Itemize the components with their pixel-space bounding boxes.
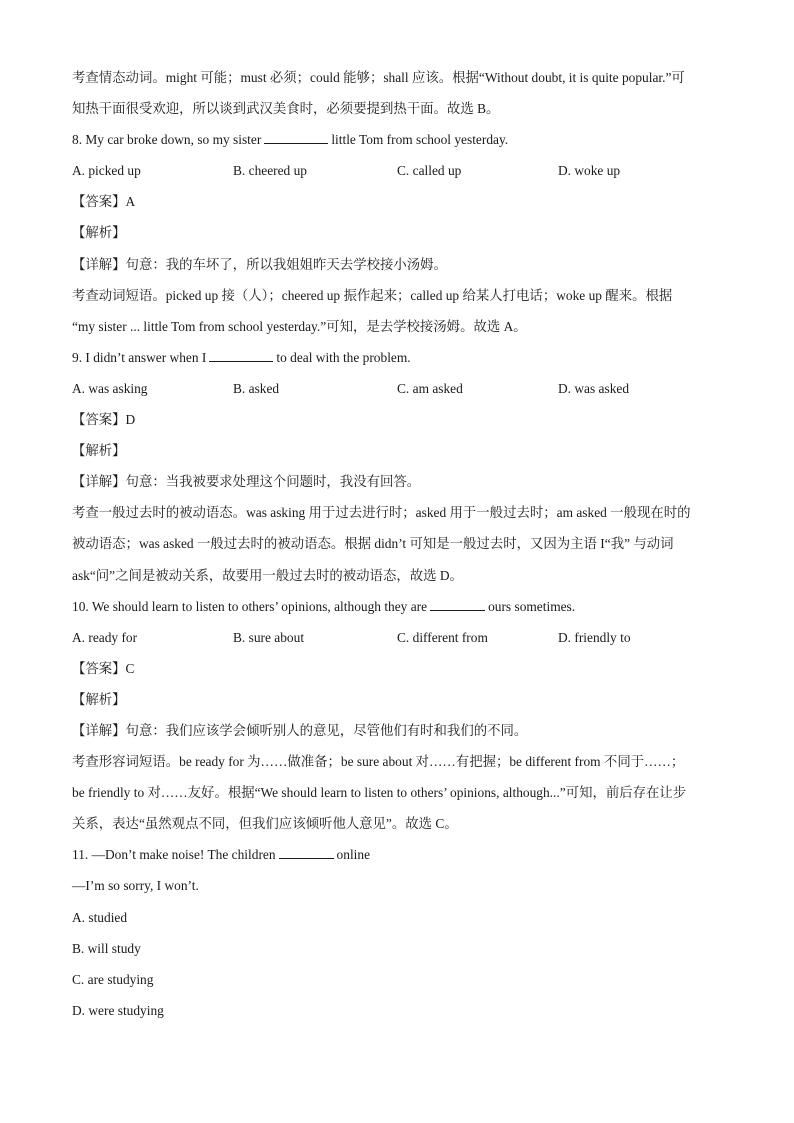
question-8-stem bbox=[72, 124, 722, 155]
question-11-stem-part-1: 11. —Don’t make noise! The children bbox=[72, 847, 276, 863]
question-11-reply: —I’m so sorry, I won’t. bbox=[72, 878, 199, 894]
question-10-stem-part-2: ours sometimes. bbox=[488, 598, 576, 614]
question-9-analysis-label: 【解析】 bbox=[72, 443, 126, 459]
option-c: C. are studying bbox=[72, 971, 154, 987]
question-8-stem-part-1: 8. My car broke down, so my sister bbox=[72, 132, 262, 148]
answer-blank bbox=[264, 131, 328, 144]
question-10-explanation-2: be friendly to 对……友好。根据“We should learn to listen to others’ opinions, although...”可知，前后存在让步 bbox=[72, 785, 687, 801]
question-11-stem-part-2: online bbox=[336, 847, 371, 863]
question-9-explanation-1: 考查一般过去时的被动语态。was asking 用于过去进行时；asked 用于一般过去时；am asked 一般现在时的 bbox=[72, 505, 691, 521]
option-a: A. studied bbox=[72, 909, 128, 925]
option-c: C. different from bbox=[397, 629, 488, 645]
option-b: B. sure about bbox=[233, 629, 305, 645]
question-8-stem-part-2: little Tom from school yesterday. bbox=[331, 132, 509, 148]
option-c: C. called up bbox=[397, 163, 462, 179]
question-11-stem bbox=[72, 839, 722, 870]
question-8-answer: 【答案】A bbox=[72, 194, 136, 210]
question-9-stem-part-2: to deal with the problem. bbox=[276, 349, 411, 365]
question-10-stem-part-1: 10. We should learn to listen to others’ opinions, although they are bbox=[72, 598, 428, 614]
question-9-answer: 【答案】D bbox=[72, 412, 136, 428]
option-d: D. woke up bbox=[558, 163, 621, 179]
question-8-analysis-label: 【解析】 bbox=[72, 225, 126, 241]
question-10-analysis-label: 【解析】 bbox=[72, 691, 126, 707]
option-a: A. ready for bbox=[72, 629, 138, 645]
question-9-detail: 【详解】句意：当我被要求处理这个问题时，我没有回答。 bbox=[72, 474, 421, 490]
answer-blank bbox=[209, 349, 273, 362]
option-b: B. will study bbox=[72, 940, 141, 956]
option-c: C. am asked bbox=[397, 380, 463, 396]
question-9-options bbox=[72, 373, 722, 404]
question-10-stem bbox=[72, 591, 722, 622]
question-8-explanation-1: 考查动词短语。picked up 接（人）；cheered up 振作起来；called up 给某人打电话；woke up 醒来。根据 bbox=[72, 287, 673, 303]
question-9-stem bbox=[72, 342, 722, 373]
question-8-options bbox=[72, 155, 722, 186]
document-page bbox=[72, 62, 722, 1026]
question-9-explanation-2: 被动语态；was asked 一般过去时的被动语态。根据 didn’t 可知是一般过去时，又因为主语 I“我” 与动词 bbox=[72, 536, 674, 552]
option-d: D. was asked bbox=[558, 380, 630, 396]
question-10-explanation-3: 关系，表达“虽然观点不同，但我们应该倾听他人意见”。故选 C。 bbox=[72, 816, 458, 832]
intro-line-1: 考查情态动词。might 可能；must 必须；could 能够；shall 应该。根据“Without doubt, it is quite popular.”可 bbox=[72, 70, 685, 85]
intro-line-2: 知热干面很受欢迎，所以谈到武汉美食时，必须要提到热干面。故选 B。 bbox=[72, 101, 500, 117]
option-d: D. were studying bbox=[72, 1002, 164, 1018]
option-a: A. was asking bbox=[72, 380, 148, 396]
question-8-explanation-2: “my sister ... little Tom from school yesterday.”可知，是去学校接汤姆。故选 A。 bbox=[72, 318, 527, 334]
question-10-detail: 【详解】句意：我们应该学会倾听别人的意见，尽管他们有时和我们的不同。 bbox=[72, 722, 528, 738]
option-b: B. asked bbox=[233, 380, 280, 396]
question-10-answer: 【答案】C bbox=[72, 660, 135, 676]
answer-blank bbox=[430, 598, 485, 611]
question-8-detail: 【详解】句意：我的车坏了，所以我姐姐昨天去学校接小汤姆。 bbox=[72, 256, 447, 272]
answer-blank bbox=[279, 846, 334, 859]
question-10-explanation-1: 考查形容词短语。be ready for 为……做准备；be sure about 对……有把握；be different from 不同于……； bbox=[72, 754, 685, 770]
option-d: D. friendly to bbox=[558, 629, 631, 645]
question-9-stem-part-1: 9. I didn’t answer when I bbox=[72, 349, 207, 365]
option-b: B. cheered up bbox=[233, 163, 307, 179]
question-10-options bbox=[72, 622, 722, 653]
question-9-explanation-3: ask“问”之间是被动关系，故要用一般过去时的被动语态，故选 D。 bbox=[72, 567, 463, 583]
option-a: A. picked up bbox=[72, 163, 141, 179]
